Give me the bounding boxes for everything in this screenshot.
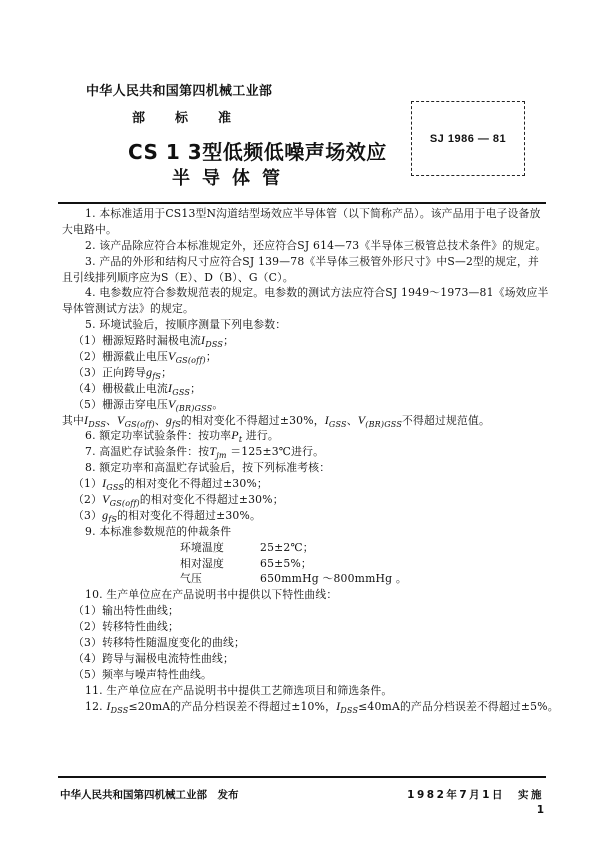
text-segment: ； (205, 350, 217, 364)
standard-type-char: 准 (218, 111, 232, 126)
text-segment: （1） (73, 477, 103, 491)
parameter-subscript: fS (172, 419, 181, 429)
parameter-subscript: DSS (205, 340, 224, 350)
text-line (60, 587, 550, 603)
text-segment: （1）栅源短路时漏极电流 (73, 334, 202, 348)
parameter-symbol: V (168, 396, 176, 411)
text-line (60, 270, 550, 286)
text-segment: ≤20mA的产品分档误差不得超过±10%， (128, 699, 337, 713)
text-segment: （2）栅源截止电压 (73, 350, 169, 364)
text-line (60, 285, 550, 301)
parameter-symbol: I (102, 476, 107, 491)
text-line (60, 603, 550, 619)
text-segment: （3）正向跨导 (73, 365, 147, 379)
document-title-line2: 半导体管 (172, 168, 292, 189)
text-segment: 11. 生产单位应在产品说明书中提供工艺筛选项目和筛选条件。 (85, 683, 393, 697)
text-segment: 的相对变化不得超过±30%， (180, 413, 325, 427)
parameter-subscript: t (238, 435, 243, 445)
text-line (60, 460, 550, 476)
text-segment: 、 (346, 413, 358, 427)
text-line (60, 317, 550, 333)
parameter-symbol: V (117, 412, 125, 427)
parameter-symbol: T (209, 444, 217, 459)
text-line (60, 206, 550, 222)
text-segment: 的相对变化不得超过±30%； (139, 493, 284, 507)
text-line (60, 667, 550, 683)
text-line (60, 619, 550, 635)
text-segment: 1. 本标准适用于CS13型N沟道结型场效应半导体管（以下简称产品）。该产品用于电子设备放 (85, 207, 541, 220)
text-line (60, 349, 550, 365)
text-segment: 3. 产品的外形和结构尺寸应符合SJ 139—78《半导体三极管外形尺寸》中S—2型的规定，并 (85, 254, 539, 268)
parameter-subscript: DSS (110, 705, 129, 715)
document-title-line1: CS 1 3型低频低噪声场效应 (128, 140, 387, 164)
parameter-subscript: GSS (172, 387, 191, 397)
parameter-subscript: GSS (328, 419, 347, 429)
condition-label: 环境温度 (180, 540, 224, 554)
text-line (60, 333, 550, 349)
parameter-subscript: jm (216, 451, 227, 461)
condition-value: 25±2℃； (260, 540, 314, 554)
text-segment: 9. 本标准参数规范的仲裁条件 (85, 524, 232, 538)
text-segment: 不得超过规范值。 (402, 413, 490, 427)
effective-date: 1982年7月1日 实施 (407, 789, 544, 801)
parameter-symbol: I (201, 333, 206, 348)
parameter-symbol: I (168, 380, 173, 395)
header-divider (58, 202, 546, 204)
text-segment: （5）栅源击穿电压 (73, 397, 169, 411)
text-segment: 2. 该产品除应符合本标准规定外，还应符合SJ 614—73《半导体三极管总技术条件》的规定。 (85, 238, 547, 252)
text-line (60, 492, 550, 508)
text-segment: 大电路中。 (62, 222, 117, 236)
standard-code: SJ 1986 — 81 (429, 132, 507, 145)
text-segment: （3） (73, 508, 103, 522)
parameter-symbol: I (106, 698, 111, 713)
page-number: 1 (536, 804, 544, 816)
standard-code-box (411, 101, 525, 176)
condition-value: 650mmHg ～800mmHg 。 (260, 572, 407, 586)
text-segment: （2）转移特性曲线； (73, 620, 180, 634)
parameter-symbol: I (324, 412, 329, 427)
text-line (60, 413, 550, 429)
text-line (60, 222, 550, 238)
parameter-symbol: g (165, 412, 173, 427)
text-line (60, 698, 559, 715)
parameter-subscript: GS(off) (124, 419, 155, 429)
text-line (60, 428, 550, 444)
text-line (60, 524, 550, 540)
text-segment: 7. 高温贮存试验条件：按 (85, 445, 210, 459)
text-segment: 其中 (62, 413, 84, 427)
text-segment: 8. 额定功率和高温贮存试验后，按下列标准考核： (85, 461, 331, 475)
text-segment: 的相对变化不得超过±30%。 (117, 508, 261, 522)
text-segment: （1）输出特性曲线； (73, 604, 180, 618)
text-segment: （4）跨导与漏极电流特性曲线； (73, 651, 235, 665)
text-line (60, 365, 550, 381)
text-segment: 10. 生产单位应在产品说明书中提供以下特性曲线： (85, 588, 338, 602)
parameter-symbol: I (84, 412, 89, 427)
parameter-symbol: V (102, 492, 110, 507)
text-segment: 4. 电参数应符合参数规范表的规定。电参数的测试方法应符合SJ 1949～1973—81《场效应半 (85, 286, 549, 300)
text-line (60, 683, 550, 699)
text-line (60, 444, 550, 460)
parameter-subscript: fS (108, 514, 118, 524)
text-segment: （4）栅极截止电流 (73, 381, 169, 395)
text-segment: 且引线排列顺序应为S（E）、D（B）、G（C）。 (62, 270, 294, 284)
text-segment: （5）频率与噪声特性曲线。 (73, 667, 213, 681)
text-segment: 、 (106, 413, 118, 427)
standard-type (132, 107, 261, 126)
parameter-subscript: GS(off) (175, 356, 206, 366)
document-body (60, 206, 559, 715)
text-segment: ； (223, 334, 235, 348)
text-segment: 6. 额定功率试验条件：按功率 (85, 429, 232, 443)
text-segment: ≤40mA的产品分档误差不得超过±5%。 (358, 699, 559, 713)
text-line (60, 381, 550, 397)
text-segment: ； (190, 381, 202, 395)
parameter-symbol: V (357, 412, 366, 427)
text-segment: 进行。 (242, 429, 279, 443)
text-segment: ＝125±3℃进行。 (226, 445, 325, 459)
parameter-subscript: DSS (340, 705, 359, 715)
parameter-subscript: fS (152, 371, 162, 381)
text-segment: 。 (212, 397, 224, 411)
text-line (60, 238, 550, 254)
footer-divider (58, 776, 546, 778)
text-line (60, 254, 550, 270)
parameter-symbol: V (168, 349, 176, 364)
issuing-ministry: 中华人民共和国第四机械工业部 (86, 84, 273, 99)
text-segment: 5. 环境试验后，按顺序测量下列电参数： (85, 318, 287, 332)
standard-type-char: 标 (175, 111, 189, 126)
text-line (60, 476, 550, 492)
text-segment: 、 (154, 413, 166, 427)
parameter-symbol: P (231, 428, 239, 443)
text-line (60, 571, 550, 587)
text-line (60, 635, 550, 651)
text-line (60, 651, 550, 667)
text-segment: 的相对变化不得超过±30%； (124, 477, 268, 491)
text-line (60, 508, 550, 524)
parameter-symbol: g (146, 364, 153, 379)
text-segment: ； (161, 365, 173, 379)
parameter-subscript: (BR)GSS (365, 419, 403, 429)
parameter-subscript: DSS (88, 419, 107, 429)
publisher: 中华人民共和国第四机械工业部 发布 (60, 789, 239, 801)
condition-label: 相对湿度 (180, 556, 224, 570)
standard-type-char: 部 (132, 111, 146, 126)
text-line (60, 556, 550, 572)
text-line (60, 397, 550, 413)
text-segment: （3）转移特性随温度变化的曲线； (73, 636, 246, 650)
parameter-subscript: (BR)GSS (175, 403, 213, 413)
parameter-symbol: I (336, 698, 341, 713)
parameter-subscript: GS(off) (109, 499, 140, 509)
text-line (60, 301, 550, 317)
condition-label: 气压 (180, 572, 202, 586)
text-segment: 12. (85, 699, 107, 713)
condition-value: 65±5%； (260, 556, 312, 570)
parameter-symbol: g (102, 507, 109, 522)
text-segment: （2） (73, 493, 103, 507)
text-line (60, 540, 550, 556)
parameter-subscript: GSS (106, 483, 125, 493)
text-segment: 导体管测试方法》的规定。 (62, 302, 194, 316)
